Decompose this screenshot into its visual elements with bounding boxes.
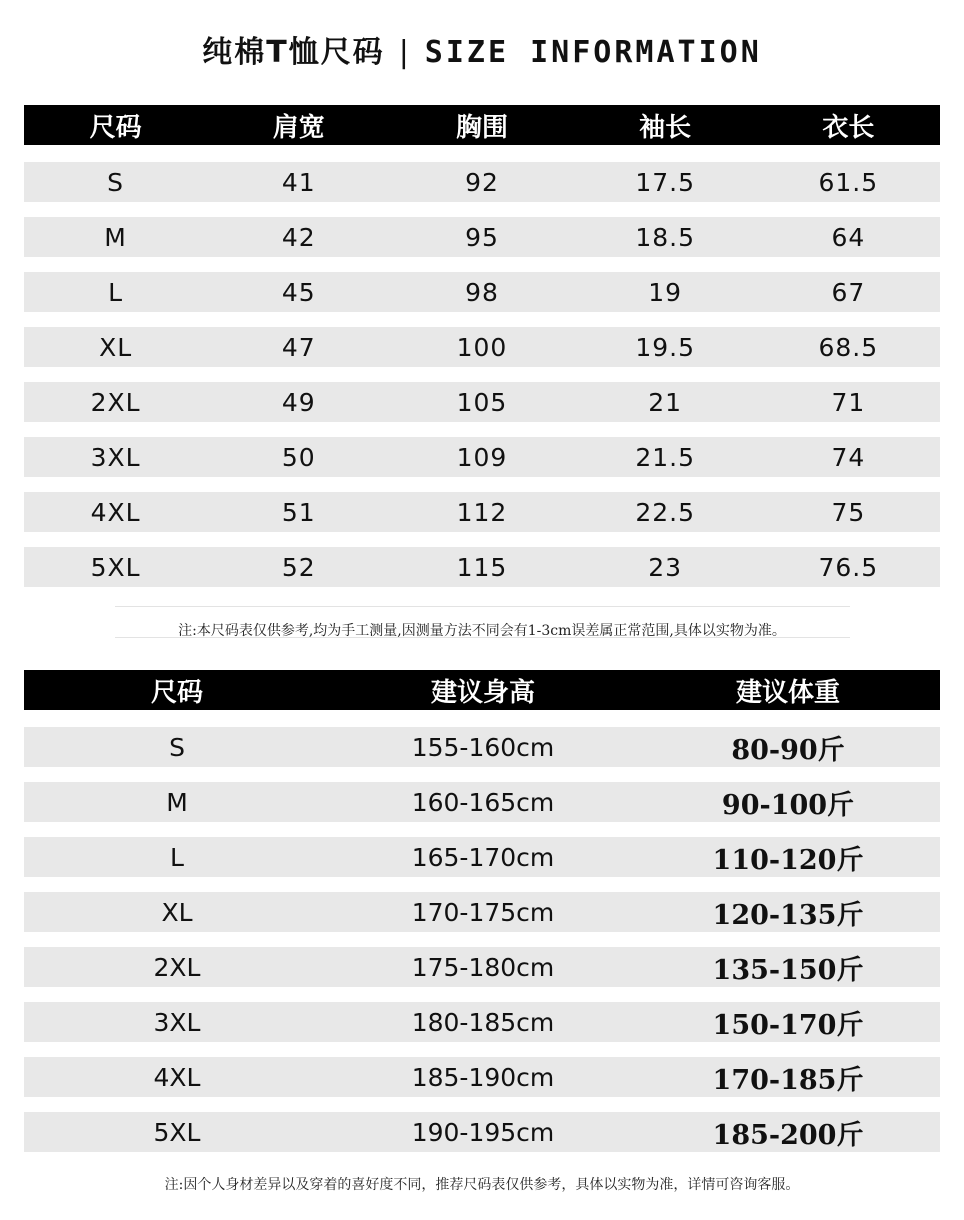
table-row [24,892,940,932]
sleeve-cell: 18.5 [635,222,695,252]
table-row [24,947,940,987]
sleeve-cell: 19.5 [635,332,695,362]
weight-cell: 80-90斤 [731,734,845,766]
size-cell: 4XL [90,497,141,527]
title-separator: | [398,35,411,70]
height-cell: 160-165cm [411,787,555,817]
height-cell: 165-170cm [411,842,555,872]
table-row [24,547,940,587]
page-title [0,28,964,78]
title-cn: 纯棉T恤尺码 [202,35,385,70]
length-cell: 61.5 [818,167,879,197]
header-length: 衣长 [822,112,875,143]
sleeve-cell: 22.5 [635,497,695,527]
weight-cell: 170-185斤 [712,1064,864,1096]
weight-cell: 90-100斤 [721,789,855,821]
size-cell: 4XL [153,1062,201,1092]
table-row [24,782,940,822]
table-row [24,382,940,422]
shoulder-cell: 42 [281,222,316,252]
table-row [24,837,940,877]
length-cell: 64 [831,222,866,252]
weight-cell: 120-135斤 [712,899,864,931]
chest-cell: 105 [456,387,508,417]
chest-cell: 112 [456,497,508,527]
size-cell: L [170,842,184,872]
table-row [24,162,940,202]
height-cell: 170-175cm [411,897,555,927]
header-size: 尺码 [89,112,142,143]
header-weight: 建议体重 [735,677,840,708]
header-chest: 胸围 [455,112,508,143]
table-row [24,1112,940,1152]
table-row [24,1002,940,1042]
header-shoulder: 肩宽 [272,112,325,143]
size-cell: 3XL [153,1007,201,1037]
chest-cell: 98 [465,277,499,307]
height-cell: 155-160cm [411,732,555,762]
chest-cell: 92 [465,167,499,197]
sleeve-cell: 21 [648,387,683,417]
recommendation-note: 注:因个人身材差异以及穿着的喜好度不同，推荐尺码表仅供参考，具体以实物为准，详情可咨询客服。 [164,1177,800,1193]
size-cell: 3XL [90,442,141,472]
length-cell: 74 [831,442,866,472]
size-cell: 5XL [153,1117,201,1147]
title-en: SIZE INFORMATION [424,35,762,70]
size-cell: S [169,732,185,762]
table-row [24,1057,940,1097]
shoulder-cell: 41 [281,167,316,197]
chest-cell: 109 [456,442,508,472]
shoulder-cell: 50 [281,442,316,472]
table-row [24,217,940,257]
size-cell: M [104,222,127,252]
sleeve-cell: 21.5 [635,442,695,472]
size-cell: S [107,167,125,197]
weight-cell: 135-150斤 [712,954,864,986]
measurement-note: 注:本尺码表仅供参考,均为手工测量,因测量方法不同会有1-3cm误差属正常范围,具体以实物为准。 [178,623,786,639]
size-cell: 2XL [90,387,141,417]
length-cell: 67 [831,277,866,307]
shoulder-cell: 45 [281,277,316,307]
shoulder-cell: 51 [281,497,316,527]
chest-cell: 95 [465,222,499,252]
chest-cell: 100 [456,332,508,362]
sleeve-cell: 19 [648,277,683,307]
size-cell: L [108,277,124,307]
shoulder-cell: 52 [281,552,316,582]
weight-cell: 150-170斤 [712,1009,864,1041]
weight-cell: 110-120斤 [712,844,864,876]
weight-cell: 185-200斤 [712,1119,864,1151]
height-cell: 180-185cm [411,1007,555,1037]
shoulder-cell: 49 [281,387,316,417]
length-cell: 71 [831,387,866,417]
table-row [24,437,940,477]
header-height: 建议身高 [430,677,535,708]
table-row [24,492,940,532]
height-cell: 175-180cm [411,952,555,982]
table-row [24,327,940,367]
table-row [24,727,940,767]
table-row [24,272,940,312]
length-cell: 68.5 [818,332,879,362]
header-sleeve: 袖长 [639,112,692,143]
header-size: 尺码 [150,677,203,708]
sleeve-cell: 23 [648,552,683,582]
sleeve-cell: 17.5 [635,167,695,197]
size-cell: XL [99,332,133,362]
length-cell: 75 [831,497,866,527]
length-cell: 76.5 [818,552,879,582]
shoulder-cell: 47 [281,332,316,362]
table-header [24,105,940,145]
chest-cell: 115 [456,552,508,582]
size-cell: 5XL [90,552,141,582]
size-cell: M [166,787,188,817]
height-cell: 185-190cm [411,1062,555,1092]
table-header [24,670,940,710]
size-cell: XL [161,897,193,927]
height-cell: 190-195cm [411,1117,555,1147]
size-cell: 2XL [153,952,201,982]
